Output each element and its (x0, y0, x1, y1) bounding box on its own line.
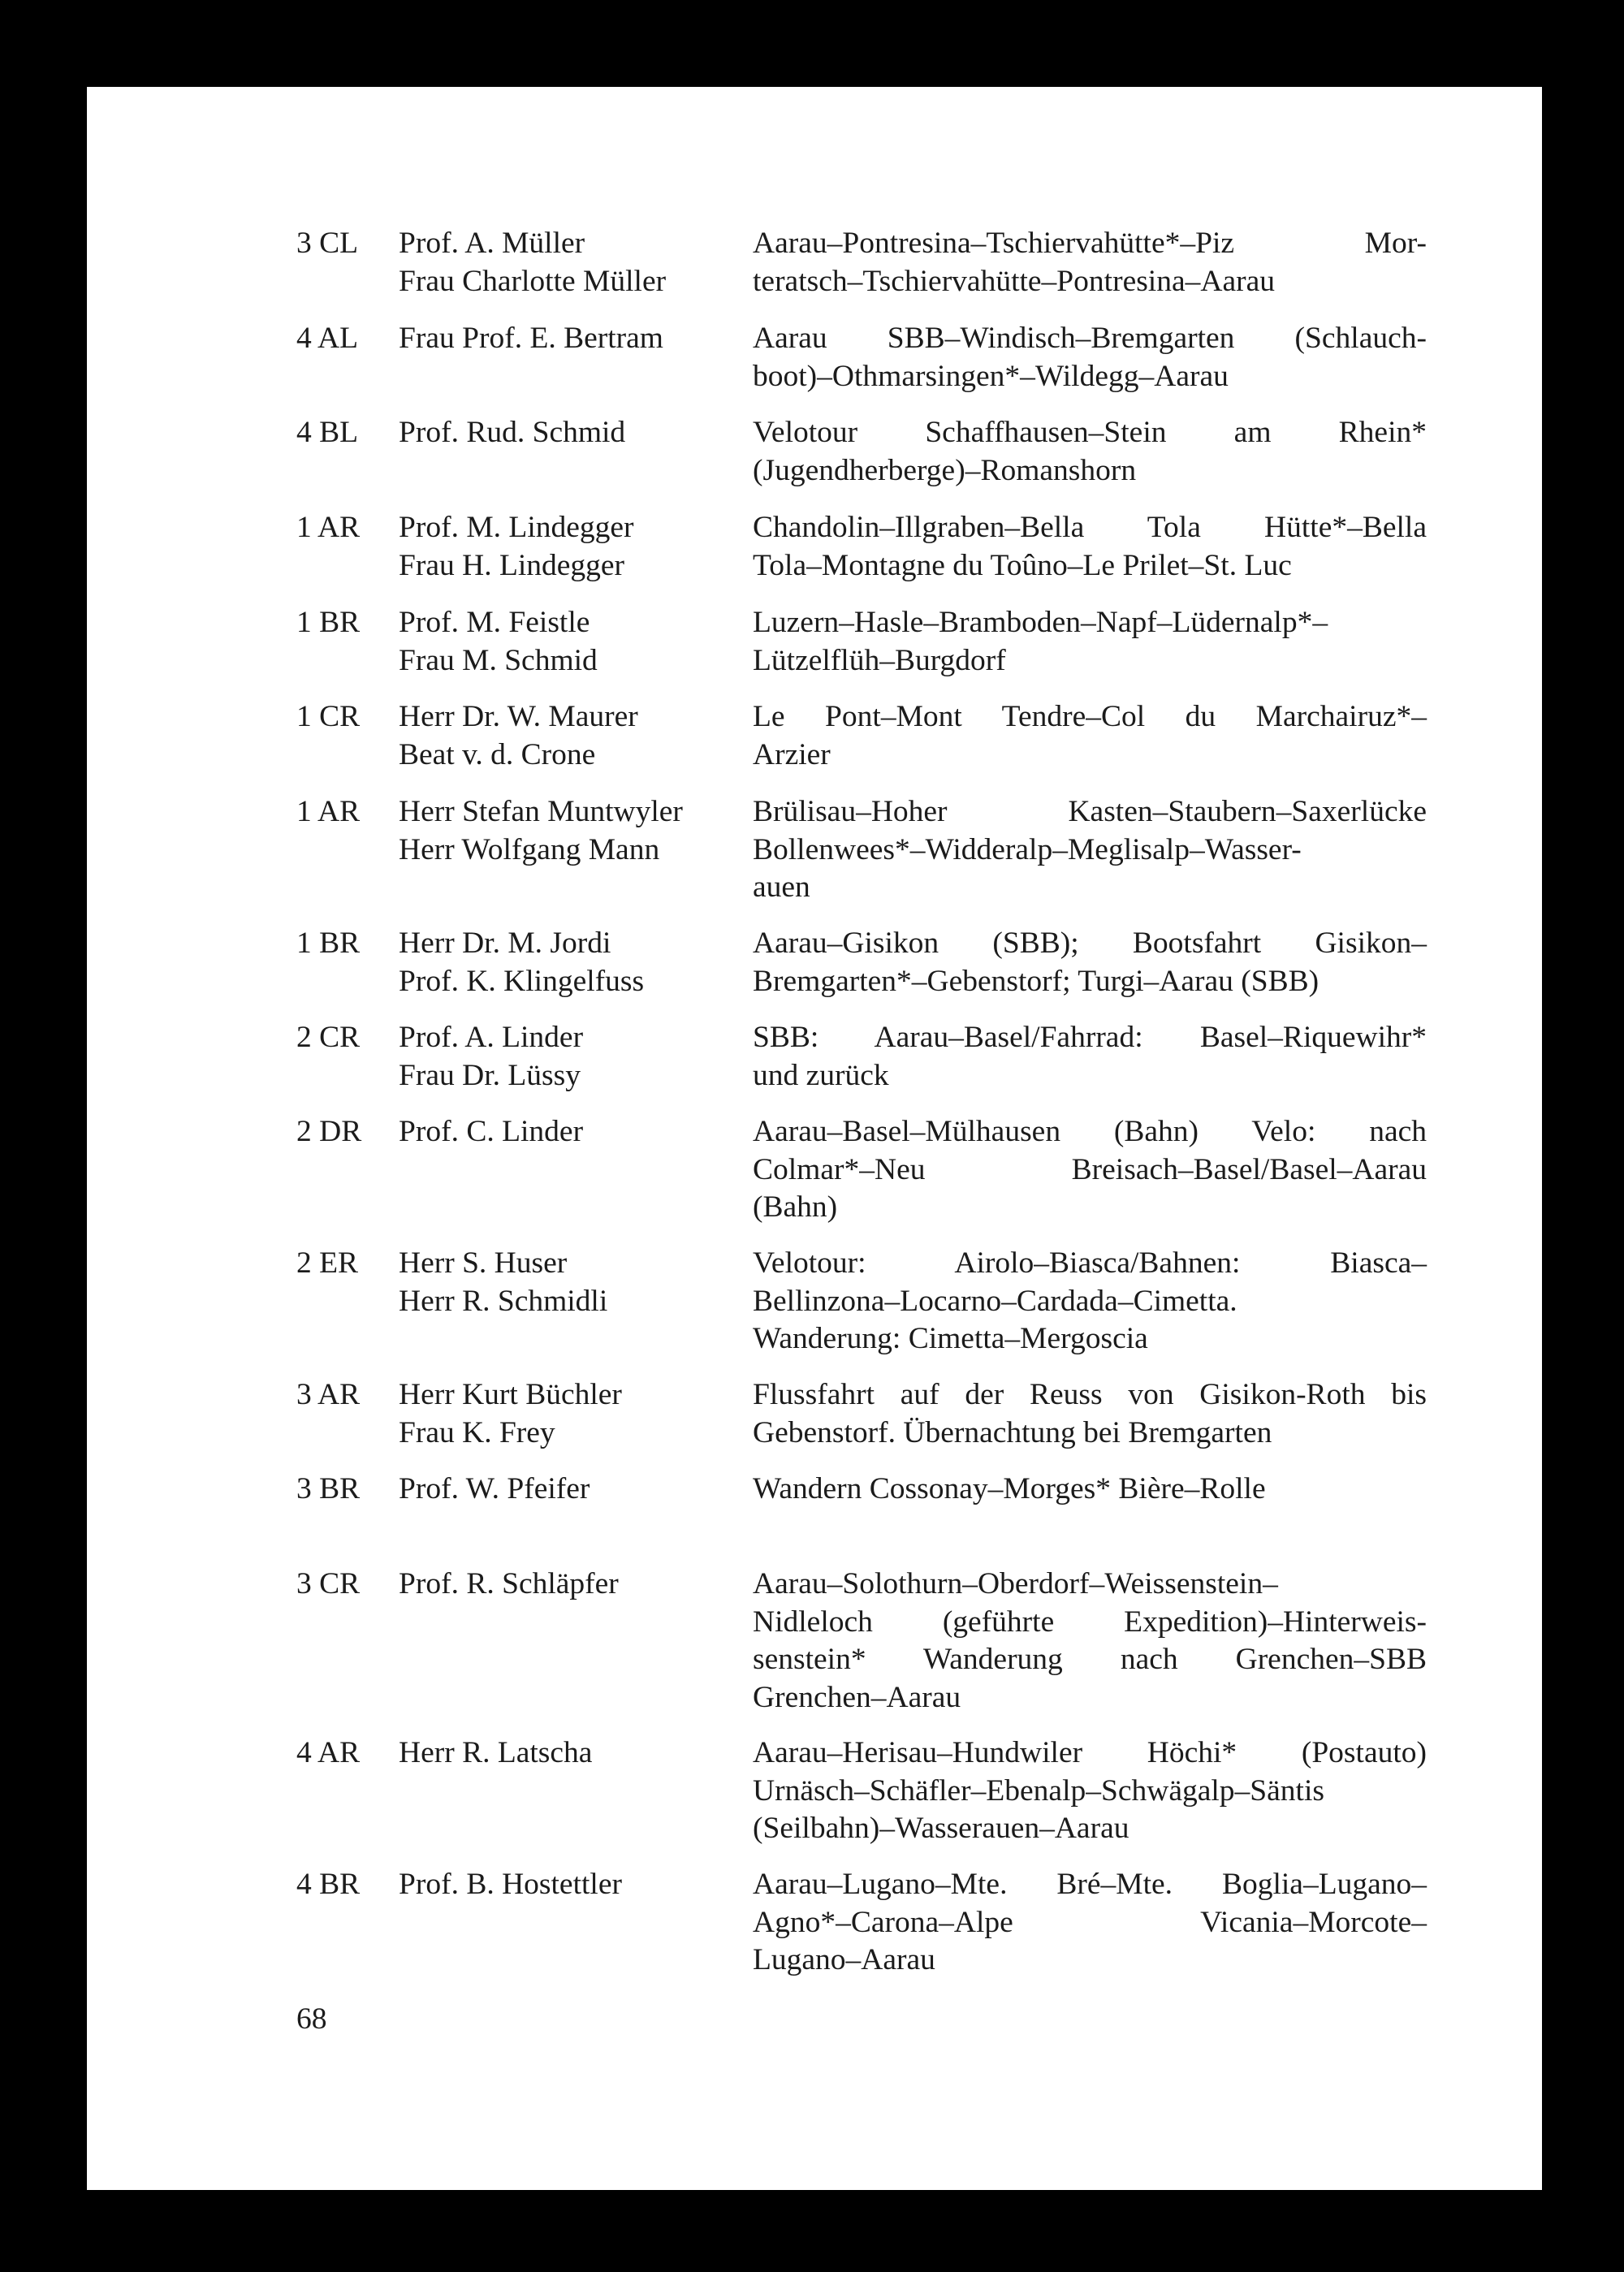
excursion-entry (296, 1566, 1427, 1717)
leaders (399, 320, 753, 395)
route-line: Colmar*–Neu Breisach–Basel/Basel–Aarau (753, 1152, 1427, 1186)
route-line: teratsch–Tschiervahütte–Pontresina–Aarau (753, 264, 1275, 298)
route-description (753, 320, 1427, 395)
leader-name: Herr Stefan Muntwyler (399, 795, 683, 828)
route-line: Wandern Cossonay–Morges* Bière–Rolle (753, 1472, 1266, 1505)
excursion-entry (296, 1866, 1427, 1980)
leader-name: Frau M. Schmid (399, 643, 598, 677)
route-line: Urnäsch–Schäfler–Ebenalp–Schwägalp–Säntis (753, 1773, 1324, 1808)
excursion-entry (296, 509, 1427, 585)
route-line: Velotour: Airolo–Biasca/Bahnen: Biasca– (753, 1246, 1427, 1280)
class-code: 4 BL (296, 416, 359, 449)
route-description (753, 414, 1427, 490)
leader-name: Prof. B. Hostettler (399, 1868, 622, 1901)
route-description (753, 1866, 1427, 1980)
leader-name: Herr R. Latscha (399, 1736, 593, 1769)
leaders (399, 225, 753, 300)
excursion-entry (296, 1019, 1427, 1095)
class-code: 1 CR (296, 700, 361, 733)
class-code: 1 BR (296, 606, 361, 639)
excursion-entry (296, 320, 1427, 395)
leaders (399, 1471, 753, 1509)
leader-name: Beat v. d. Crone (399, 737, 596, 771)
route-line: Chandolin–Illgraben–Bella Tola Hütte*–Bella (753, 511, 1427, 544)
leaders (399, 1245, 753, 1358)
route-line: Aarau–Gisikon (SBB); Bootsfahrt Gisikon– (753, 927, 1427, 960)
class-code: 4 BR (296, 1868, 361, 1901)
class-code: 2 ER (296, 1246, 359, 1280)
class-code: 1 AR (296, 795, 361, 828)
route-line: Agno*–Carona–Alpe Vicania–Morcote– (753, 1905, 1427, 1939)
route-line: Lugano–Aarau (753, 1943, 935, 1976)
excursion-entry (296, 1376, 1427, 1452)
route-line: Aarau–Basel–Mülhausen (Bahn) Velo: nach (753, 1115, 1427, 1148)
excursion-entry (296, 698, 1427, 774)
leaders (399, 793, 753, 907)
excursion-entry (296, 1245, 1427, 1358)
class-code: 4 AR (296, 1736, 361, 1769)
leader-name: Prof. A. Müller (399, 227, 585, 260)
leaders (399, 414, 753, 490)
leader-name: Herr Dr. M. Jordi (399, 927, 611, 960)
route-line: Velotour Schaffhausen–Stein am Rhein* (753, 416, 1427, 449)
leaders (399, 1376, 753, 1452)
leader-name: Prof. K. Klingelfuss (399, 964, 645, 998)
route-line: und zurück (753, 1058, 889, 1092)
route-description (753, 1019, 1427, 1095)
route-description (753, 793, 1427, 907)
class-code: 1 AR (296, 511, 361, 544)
excursion-entry (296, 604, 1427, 680)
page-number: 68 (296, 2002, 327, 2036)
leader-name: Herr Kurt Büchler (399, 1378, 622, 1411)
class-code: 4 AL (296, 322, 359, 355)
leaders (399, 1566, 753, 1717)
class-code: 2 DR (296, 1115, 362, 1148)
route-description (753, 225, 1427, 300)
leaders (399, 604, 753, 680)
leader-name: Frau Charlotte Müller (399, 264, 667, 298)
excursion-entry (296, 1113, 1427, 1227)
excursion-entry (296, 414, 1427, 490)
leaders (399, 925, 753, 1000)
route-line: Grenchen–Aarau (753, 1680, 961, 1714)
leader-name: Herr S. Huser (399, 1246, 568, 1280)
route-line: boot)–Othmarsingen*–Wildegg–Aarau (753, 359, 1229, 393)
route-description (753, 1113, 1427, 1227)
leaders (399, 698, 753, 774)
route-line: Bollenwees*–Widderalp–Meglisalp–Wasser- (753, 832, 1302, 866)
route-line: Aarau–Solothurn–Oberdorf–Weissenstein– (753, 1567, 1278, 1600)
leaders (399, 509, 753, 585)
document-page (87, 87, 1542, 2190)
excursion-entry (296, 225, 1427, 300)
route-line: auen (753, 870, 810, 904)
route-description (753, 1376, 1427, 1452)
leader-name: Prof. W. Pfeifer (399, 1472, 590, 1505)
excursion-entry (296, 793, 1427, 907)
route-description (753, 698, 1427, 774)
leader-name: Frau K. Frey (399, 1415, 555, 1449)
leader-name: Prof. Rud. Schmid (399, 416, 626, 449)
excursion-entry (296, 1471, 1427, 1509)
route-line: (Bahn) (753, 1190, 838, 1224)
leader-name: Prof. A. Linder (399, 1021, 584, 1054)
leaders (399, 1734, 753, 1848)
route-description (753, 1471, 1427, 1509)
class-code: 3 BR (296, 1472, 361, 1505)
route-line: Lützelflüh–Burgdorf (753, 643, 1006, 677)
class-code: 1 BR (296, 927, 361, 960)
route-line: Bremgarten*–Gebenstorf; Turgi–Aarau (SBB) (753, 964, 1320, 998)
leader-name: Herr R. Schmidli (399, 1284, 608, 1318)
route-line: Tola–Montagne du Toûno–Le Prilet–St. Luc (753, 548, 1292, 582)
leader-name: Herr Wolfgang Mann (399, 832, 660, 866)
route-line: Wanderung: Cimetta–Mergoscia (753, 1322, 1148, 1355)
leaders (399, 1866, 753, 1980)
class-code: 3 CR (296, 1567, 361, 1600)
class-code: 3 CL (296, 227, 359, 260)
leader-name: Prof. M. Feistle (399, 606, 590, 639)
route-line: Aarau–Lugano–Mte. Bré–Mte. Boglia–Lugano– (753, 1868, 1427, 1901)
leader-name: Prof. R. Schläpfer (399, 1567, 619, 1600)
leader-name: Frau Prof. E. Bertram (399, 322, 663, 355)
route-line: Gebenstorf. Übernachtung bei Bremgarten (753, 1415, 1272, 1449)
excursion-entry (296, 1734, 1427, 1848)
route-description (753, 509, 1427, 585)
route-line: Flussfahrt auf der Reuss von Gisikon-Roth bis (753, 1378, 1427, 1411)
route-line: Aarau–Pontresina–Tschiervahütte*–Piz Mor- (753, 227, 1427, 260)
route-line: Nidleloch (geführte Expedition)–Hinterweis- (753, 1605, 1427, 1639)
route-line: Le Pont–Mont Tendre–Col du Marchairuz*– (753, 700, 1427, 733)
route-description (753, 1734, 1427, 1848)
leader-name: Frau H. Lindegger (399, 548, 625, 582)
class-code: 3 AR (296, 1378, 361, 1411)
route-line: senstein* Wanderung nach Grenchen–SBB (753, 1643, 1427, 1676)
route-description (753, 604, 1427, 680)
route-description (753, 925, 1427, 1000)
route-line: Aarau–Herisau–Hundwiler Höchi* (Postauto) (753, 1736, 1427, 1769)
leader-name: Prof. M. Lindegger (399, 511, 634, 544)
leader-name: Herr Dr. W. Maurer (399, 700, 638, 733)
excursion-entry (296, 925, 1427, 1000)
route-line: Brülisau–Hoher Kasten–Staubern–Saxerlücke (753, 795, 1427, 828)
route-line: Luzern–Hasle–Bramboden–Napf–Lüdernalp*– (753, 606, 1328, 639)
route-line: Bellinzona–Locarno–Cardada–Cimetta. (753, 1284, 1237, 1318)
leader-name: Frau Dr. Lüssy (399, 1058, 581, 1092)
route-line: (Jugendherberge)–Romanshorn (753, 453, 1137, 487)
route-line: SBB: Aarau–Basel/Fahrrad: Basel–Riquewihr* (753, 1021, 1427, 1054)
class-code: 2 CR (296, 1021, 361, 1054)
route-line: Aarau SBB–Windisch–Bremgarten (Schlauch- (753, 322, 1427, 355)
route-description (753, 1566, 1427, 1717)
leaders (399, 1113, 753, 1227)
route-line: (Seilbahn)–Wasserauen–Aarau (753, 1812, 1129, 1845)
route-line: Arzier (753, 737, 831, 771)
route-description (753, 1245, 1427, 1358)
leader-name: Prof. C. Linder (399, 1115, 584, 1148)
leaders (399, 1019, 753, 1095)
